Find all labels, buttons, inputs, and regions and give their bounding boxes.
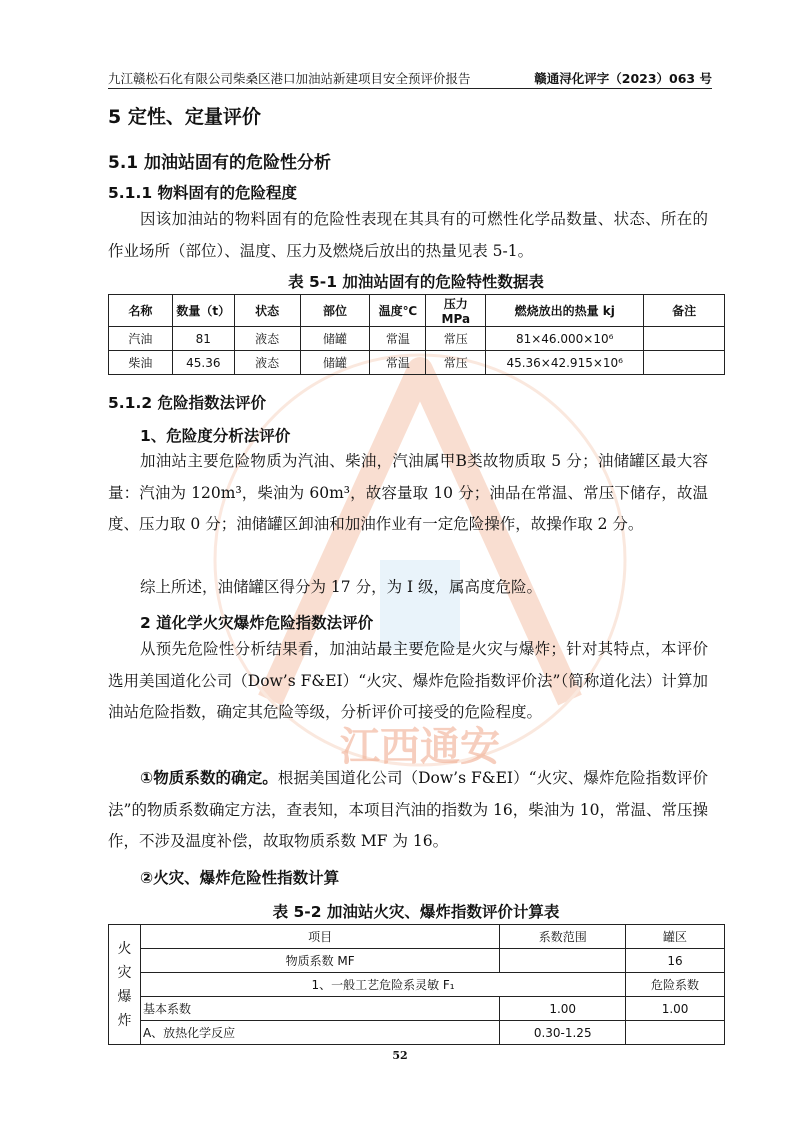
material-factor-heading: ①物质系数的确定。	[140, 769, 278, 787]
table-cell: 液态	[234, 351, 300, 375]
watermark-text: 江西通安	[340, 724, 500, 770]
paragraph-material-hazard: 因该加油站的物料固有的危险性表现在其具有的可燃性化学品数量、状态、所在的作业场所（部位）、温度、压力及燃烧后放出的热量见表 5-1。	[108, 210, 708, 260]
table-cell: 危险系数	[626, 973, 725, 997]
page-number: 52	[392, 1049, 408, 1062]
table-cell	[500, 949, 626, 973]
table-cell: 81×46.000×10⁶	[486, 327, 644, 351]
table-cell: 45.36×42.915×10⁶	[486, 351, 644, 375]
header-report-number: 赣通浔化评字（2023）063 号	[534, 71, 712, 86]
table2-caption: 表 5-2 加油站火灾、爆炸指数评价计算表	[272, 903, 560, 921]
paragraph-material-factor	[108, 763, 708, 858]
paragraph-risk-conclusion: 综上所述，油储罐区得分为 17 分，为 I 级，属高度危险。	[140, 578, 543, 596]
table-cell: 1、一般工艺危险系灵敏 F₁	[140, 973, 625, 997]
table1-header-cell: 压力 MPa	[426, 295, 486, 327]
hazard-property-table	[108, 294, 725, 375]
table-cell: 1.00	[500, 997, 626, 1021]
table1-header-cell: 部位	[300, 295, 370, 327]
table-row	[109, 973, 725, 997]
table-cell	[626, 1021, 725, 1045]
table1-header-cell: 数量（t）	[172, 295, 234, 327]
table1-header-cell: 温度℃	[370, 295, 426, 327]
paragraph-risk-scores: 加油站主要危险物质为汽油、柴油，汽油属甲B类故物质取 5 分；油储罐区最大容量：汽油为 120m³，柴油为 60m³，故容量取 10 分；油品在常温、常压下储存，故温度、压力取 0 分；油储罐区卸油和加油作业有一定危险操作，故操作取 2 分。	[108, 452, 708, 533]
table-cell	[644, 351, 725, 375]
table-cell: 物质系数 MF	[140, 949, 499, 973]
table2-header-row	[109, 925, 725, 949]
table-cell: 0.30-1.25	[500, 1021, 626, 1045]
table1-header-cell: 名称	[109, 295, 173, 327]
table-cell: 常压	[426, 327, 486, 351]
table2-header-tank: 罐区	[626, 925, 725, 949]
fire-explosion-index-table	[108, 924, 725, 1045]
table2-header-range: 系数范围	[500, 925, 626, 949]
table-cell: 45.36	[172, 351, 234, 375]
page-header	[108, 66, 712, 89]
table-row	[109, 327, 725, 351]
subsection-dow-index: 2 道化学火灾爆炸危险指数法评价	[140, 614, 374, 632]
table-row	[109, 1021, 725, 1045]
table-cell: 常温	[370, 327, 426, 351]
table1-header-row	[109, 295, 725, 327]
table1-header-cell: 备注	[644, 295, 725, 327]
material-factor-text: 根据美国道化公司（Dow’s F&EI）“火灾、爆炸危险指数评价法”的物质系数确定方法，查表知，本项目汽油的指数为 16，柴油为 10，常温、常压操作，不涉及温度补偿，故取物质系数 MF 为 16。	[108, 769, 709, 850]
table-cell: 81	[172, 327, 234, 351]
table-row	[109, 949, 725, 973]
side-char: 火	[117, 940, 132, 957]
table-cell: 储罐	[300, 327, 370, 351]
table-cell: 柴油	[109, 351, 173, 375]
table-cell: 汽油	[109, 327, 173, 351]
side-char: 爆	[117, 988, 132, 1005]
header-report-title: 九江赣松石化有限公司柴桑区港口加油站新建项目安全预评价报告	[108, 71, 471, 86]
table-row	[109, 997, 725, 1021]
table1-caption: 表 5-1 加油站固有的危险特性数据表	[288, 273, 544, 291]
chapter-title: 5 定性、定量评价	[108, 106, 261, 128]
table-row	[109, 351, 725, 375]
side-char: 炸	[117, 1012, 132, 1029]
table-cell: 常温	[370, 351, 426, 375]
subsection-index-calc: ②火灾、爆炸危险性指数计算	[140, 869, 340, 887]
table-cell	[644, 327, 725, 351]
section-title-5-1-1: 5.1.1 物料固有的危险程度	[108, 184, 298, 202]
paragraph-dow-method: 从预先危险性分析结果看，加油站最主要危险是火灾与爆炸；针对其特点，本评价选用美国道化公司（Dow’s F&EI）“火灾、爆炸危险指数评价法”（简称道化法）计算加油站危险指数，确定其危险等级，分析评价可接受的危险程度。	[108, 640, 708, 721]
table-cell: 储罐	[300, 351, 370, 375]
table-cell: 液态	[234, 327, 300, 351]
section-title-5-1-2: 5.1.2 危险指数法评价	[108, 394, 267, 412]
table-cell: 基本系数	[140, 997, 499, 1021]
table-cell: 16	[626, 949, 725, 973]
subsection-risk-analysis: 1、危险度分析法评价	[140, 427, 291, 445]
table-cell: A、放热化学反应	[140, 1021, 499, 1045]
table2-header-item: 项目	[140, 925, 499, 949]
table2-side-label	[109, 925, 141, 1045]
side-char: 灾	[117, 964, 132, 981]
table-cell: 常压	[426, 351, 486, 375]
table-cell: 1.00	[626, 997, 725, 1021]
section-title-5-1: 5.1 加油站固有的危险性分析	[108, 153, 332, 173]
table1-header-cell: 状态	[234, 295, 300, 327]
table1-header-cell: 燃烧放出的热量 kj	[486, 295, 644, 327]
